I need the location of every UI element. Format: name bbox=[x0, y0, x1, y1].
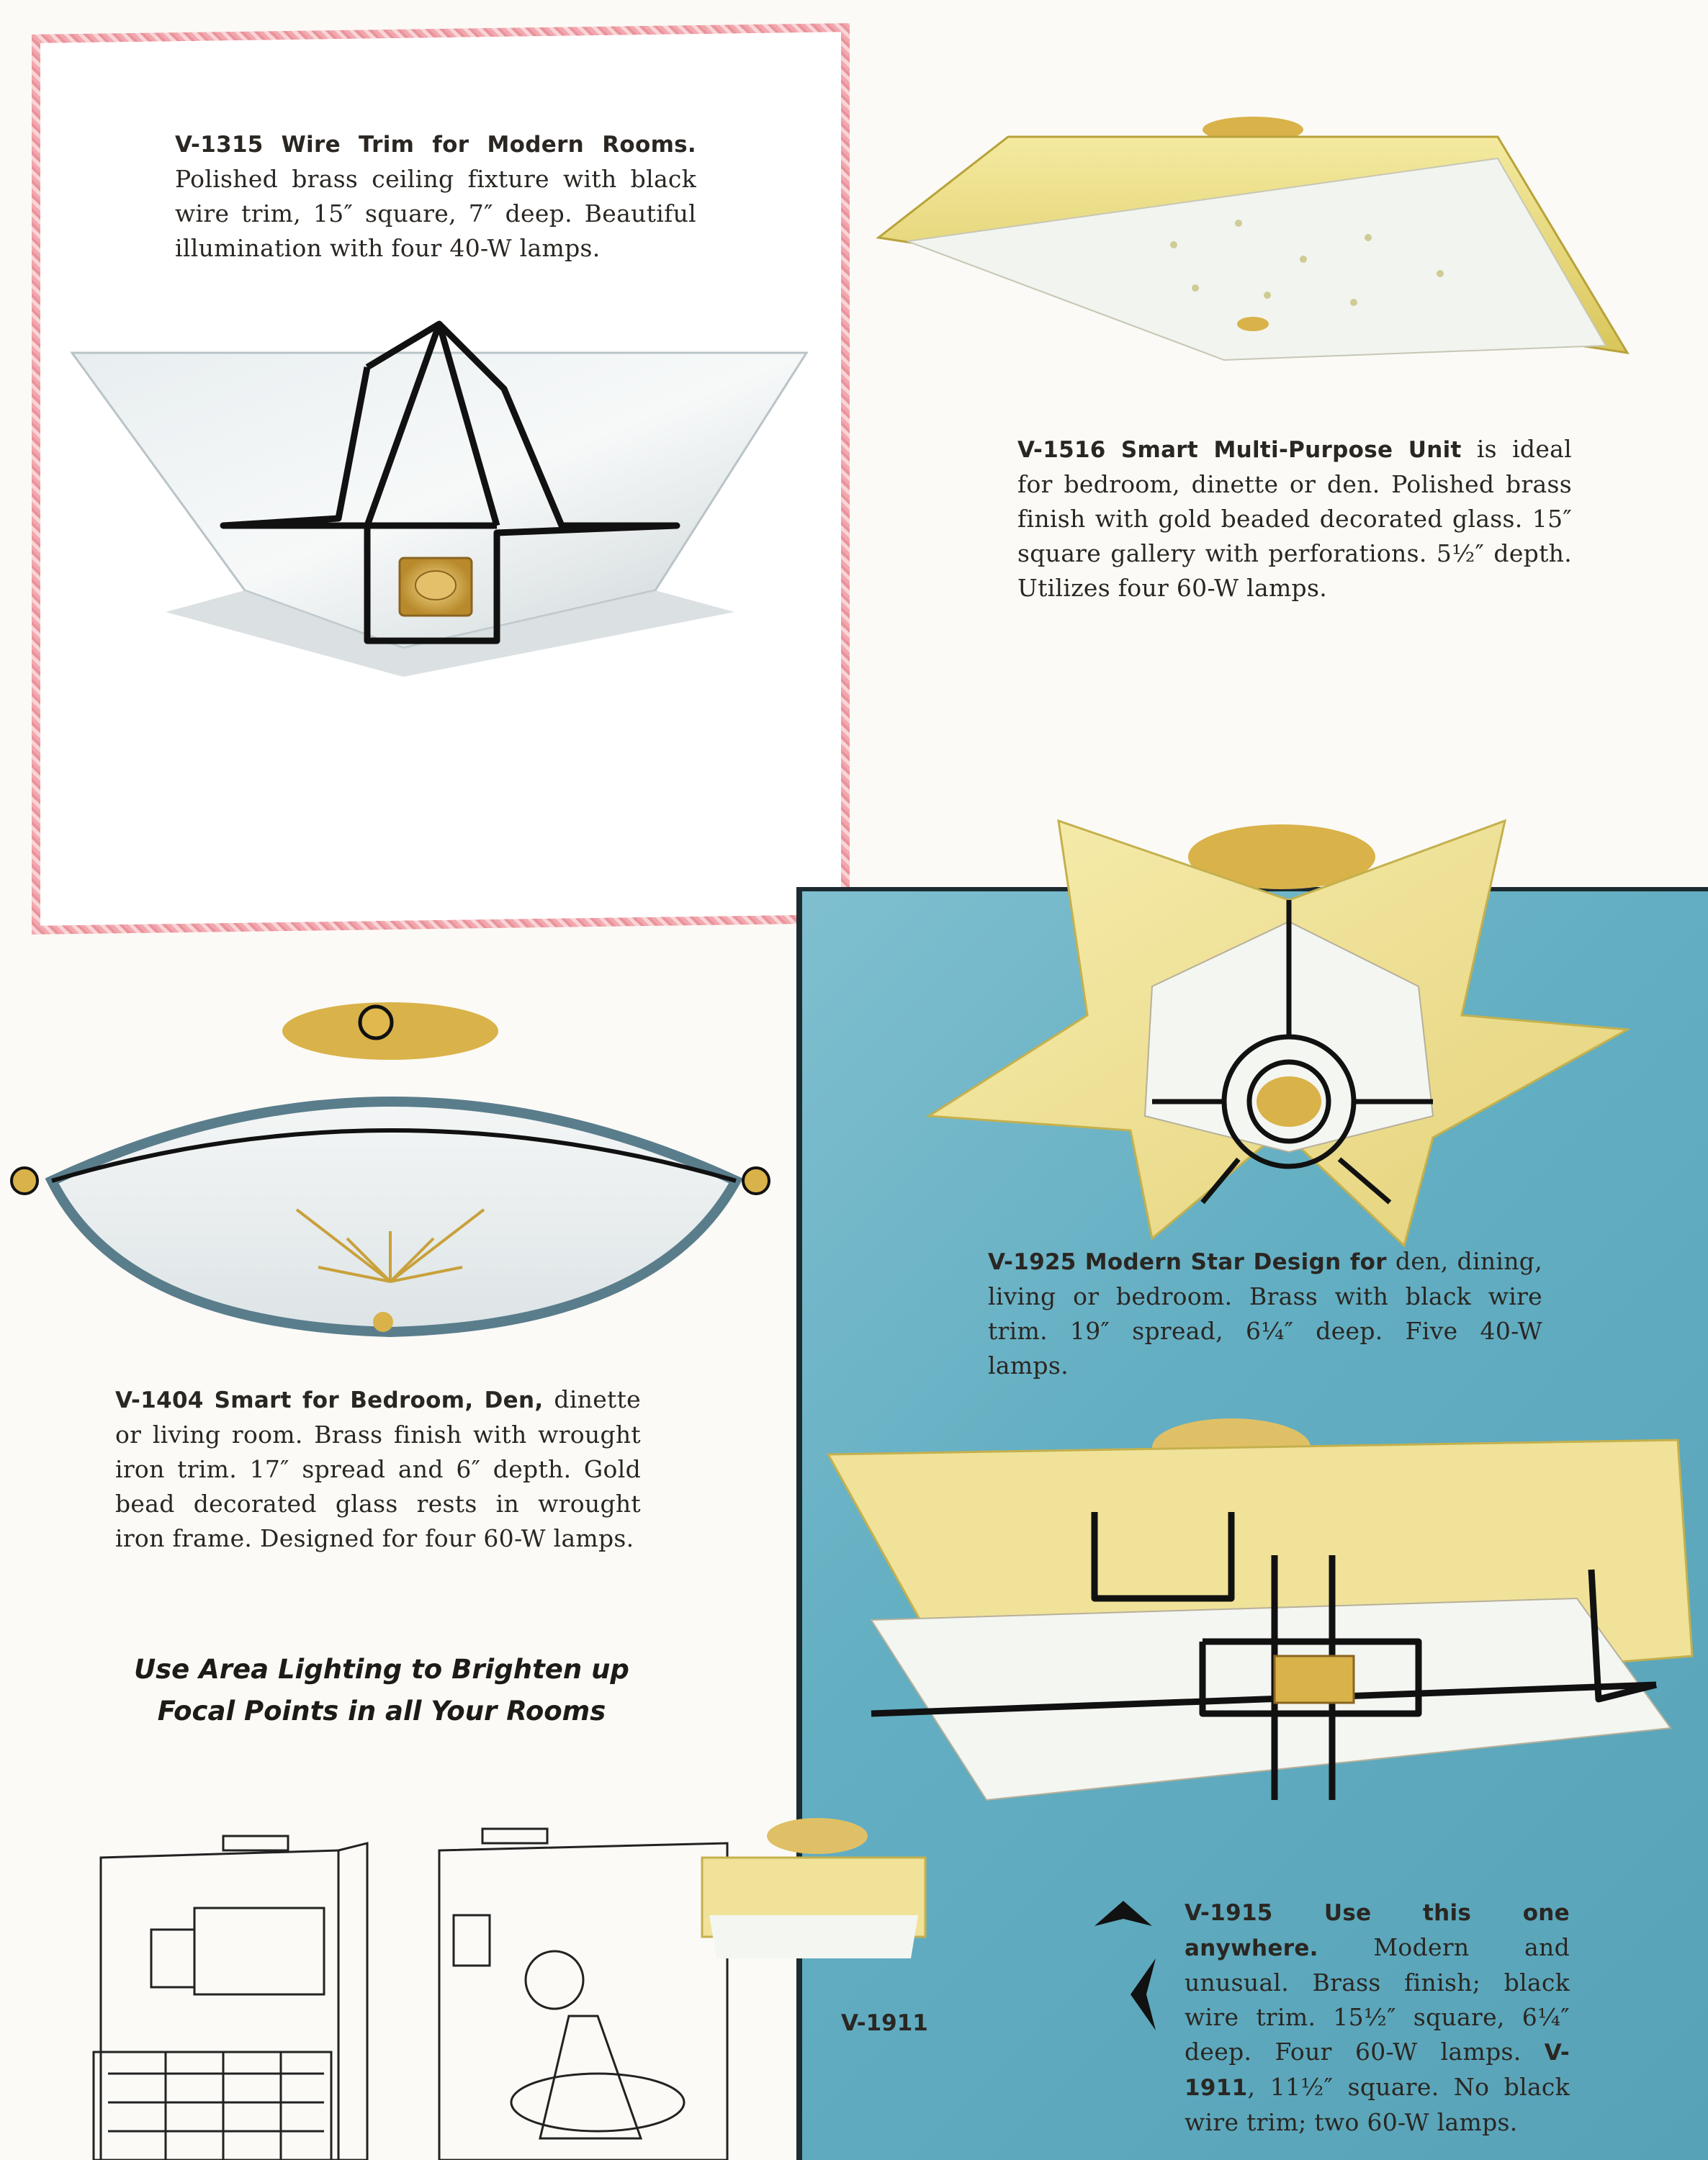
v1915-fixture-image bbox=[828, 1411, 1699, 1814]
v1315-fixture-image bbox=[65, 310, 842, 698]
v1516-title: Smart Multi-Purpose Unit bbox=[1120, 437, 1462, 463]
v1315-text: Polished brass ceiling fixture with black wire trim, 15″ square, 7″ deep. Beautiful illumination with four 40-W lamps. bbox=[175, 165, 696, 262]
v1925-description bbox=[988, 1244, 1542, 1383]
v1911-label: V-1911 bbox=[841, 2010, 928, 2036]
v1911-fixture-image bbox=[695, 1814, 932, 1958]
room-sketch-image bbox=[79, 1800, 763, 2160]
v1911-code: V-1911 bbox=[1185, 2040, 1570, 2101]
v1516-description bbox=[1017, 432, 1572, 606]
v1516-fixture-image bbox=[864, 115, 1642, 374]
v1404-text: dinette or living room. Brass finish with wrought iron trim. 17″ spread and 6″ depth. Gold bead decorated glass rests in wrought iron frame. Designed for four 60-W lamps. bbox=[115, 1385, 642, 1552]
v1911-text: , 11½″ square. No black wire trim; two 60-W lamps. bbox=[1185, 2073, 1570, 2136]
v1404-fixture-image bbox=[9, 994, 772, 1339]
headline-line-1: Use Area Lighting to Brighten up bbox=[134, 1654, 629, 1685]
v1315-code: V-1315 bbox=[175, 132, 264, 158]
v1315-description bbox=[175, 127, 696, 266]
v1915-title: Use this one anywhere. bbox=[1185, 1900, 1570, 1961]
v1915-code: V-1915 bbox=[1185, 1900, 1273, 1926]
arrow-up-icon bbox=[1095, 1901, 1152, 1930]
v1516-code: V-1516 bbox=[1017, 437, 1106, 463]
v1925-text: den, dining, living or bedroom. Brass with black wire trim. 19″ spread, 6¼″ deep. Five 40-W lamps. bbox=[988, 1247, 1543, 1380]
v1925-fixture-image bbox=[914, 814, 1642, 1260]
headline bbox=[115, 1649, 648, 1732]
v1925-title: Modern Star Design for bbox=[1084, 1249, 1387, 1275]
v1404-code: V-1404 bbox=[115, 1387, 204, 1413]
headline-line-2: Focal Points in all Your Rooms bbox=[157, 1696, 606, 1727]
v1404-title: Smart for Bedroom, Den, bbox=[214, 1387, 544, 1413]
v1404-description bbox=[115, 1382, 641, 1556]
v1315-title: Wire Trim for Modern Rooms. bbox=[281, 132, 696, 158]
arrow-left-icon bbox=[1131, 1958, 1159, 2030]
v1915-description bbox=[1185, 1895, 1570, 2140]
v1516-text: is ideal for bedroom, dinette or den. Polished brass finish with gold beaded decorated glass. 15″ square gallery with perforations. 5½″ depth. Utilizes four 60-W lamps. bbox=[1017, 435, 1572, 602]
v1925-code: V-1925 bbox=[988, 1249, 1077, 1275]
v1915-text: Modern and unusual. Brass finish; black wire trim. 15½″ square, 6¼″ deep. Four 60-W lamps. bbox=[1185, 1933, 1570, 2066]
